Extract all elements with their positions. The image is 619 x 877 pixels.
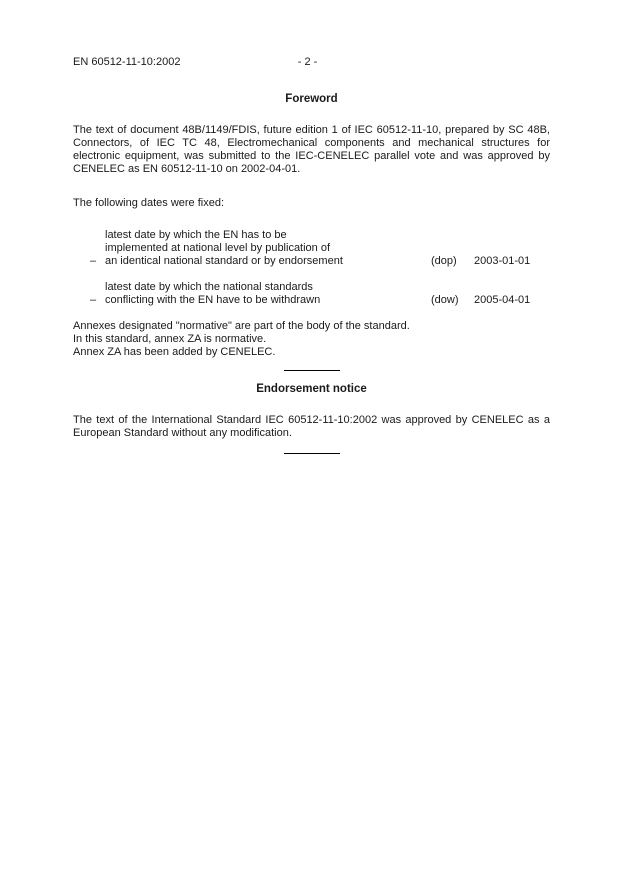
foreword-intro-paragraph: The text of document 48B/1149/FDIS, future edition 1 of IEC 60512-11-10, prepared by SC 48B, Connectors, of IEC TC 48, Electromechanical components and mechanical structures for electronic equipment, was submitted to the IEC-CENELEC parallel vote and was approved by CENELEC as EN 60512-11-10 on 2002-04-01. — [73, 124, 550, 175]
dates-intro: The following dates were fixed: — [73, 197, 225, 209]
endorsement-title: Endorsement notice — [256, 383, 367, 395]
page-number: - 2 - — [297, 56, 318, 68]
spacer — [73, 221, 550, 229]
list-item-dop — [90, 229, 550, 268]
annex-note-line: Annexes designated "normative" are part of the body of the standard. — [73, 320, 410, 332]
foreword-title: Foreword — [285, 93, 338, 105]
dop-label: (dop) — [431, 255, 457, 267]
page-header — [73, 56, 550, 69]
spacer — [73, 189, 550, 197]
dop-description: latest date by which the EN has to be implemented at national level by publication of an identical national standard or by endorsement — [105, 229, 343, 267]
section-divider-rule — [284, 370, 340, 371]
dash-marker: – — [90, 294, 97, 306]
annex-notes — [73, 320, 550, 359]
annex-note-line: Annex ZA has been added by CENELEC. — [73, 346, 276, 358]
list-item-dow — [90, 281, 550, 307]
endorsement-paragraph: The text of the International Standard IEC 60512-11-10:2002 was approved by CENELEC as a European Standard without any modification. — [73, 414, 550, 439]
dow-date: 2005-04-01 — [474, 294, 531, 306]
dow-label: (dow) — [431, 294, 459, 306]
document-reference: EN 60512-11-10:2002 — [73, 56, 181, 68]
dop-date: 2003-01-01 — [474, 255, 531, 267]
fixed-dates-list — [73, 229, 550, 307]
dow-description: latest date by which the national standards conflicting with the EN have to be withdrawn — [105, 281, 321, 306]
dash-marker: – — [90, 255, 97, 267]
annex-note-line: In this standard, annex ZA is normative. — [73, 333, 267, 345]
section-divider-rule — [284, 453, 340, 454]
